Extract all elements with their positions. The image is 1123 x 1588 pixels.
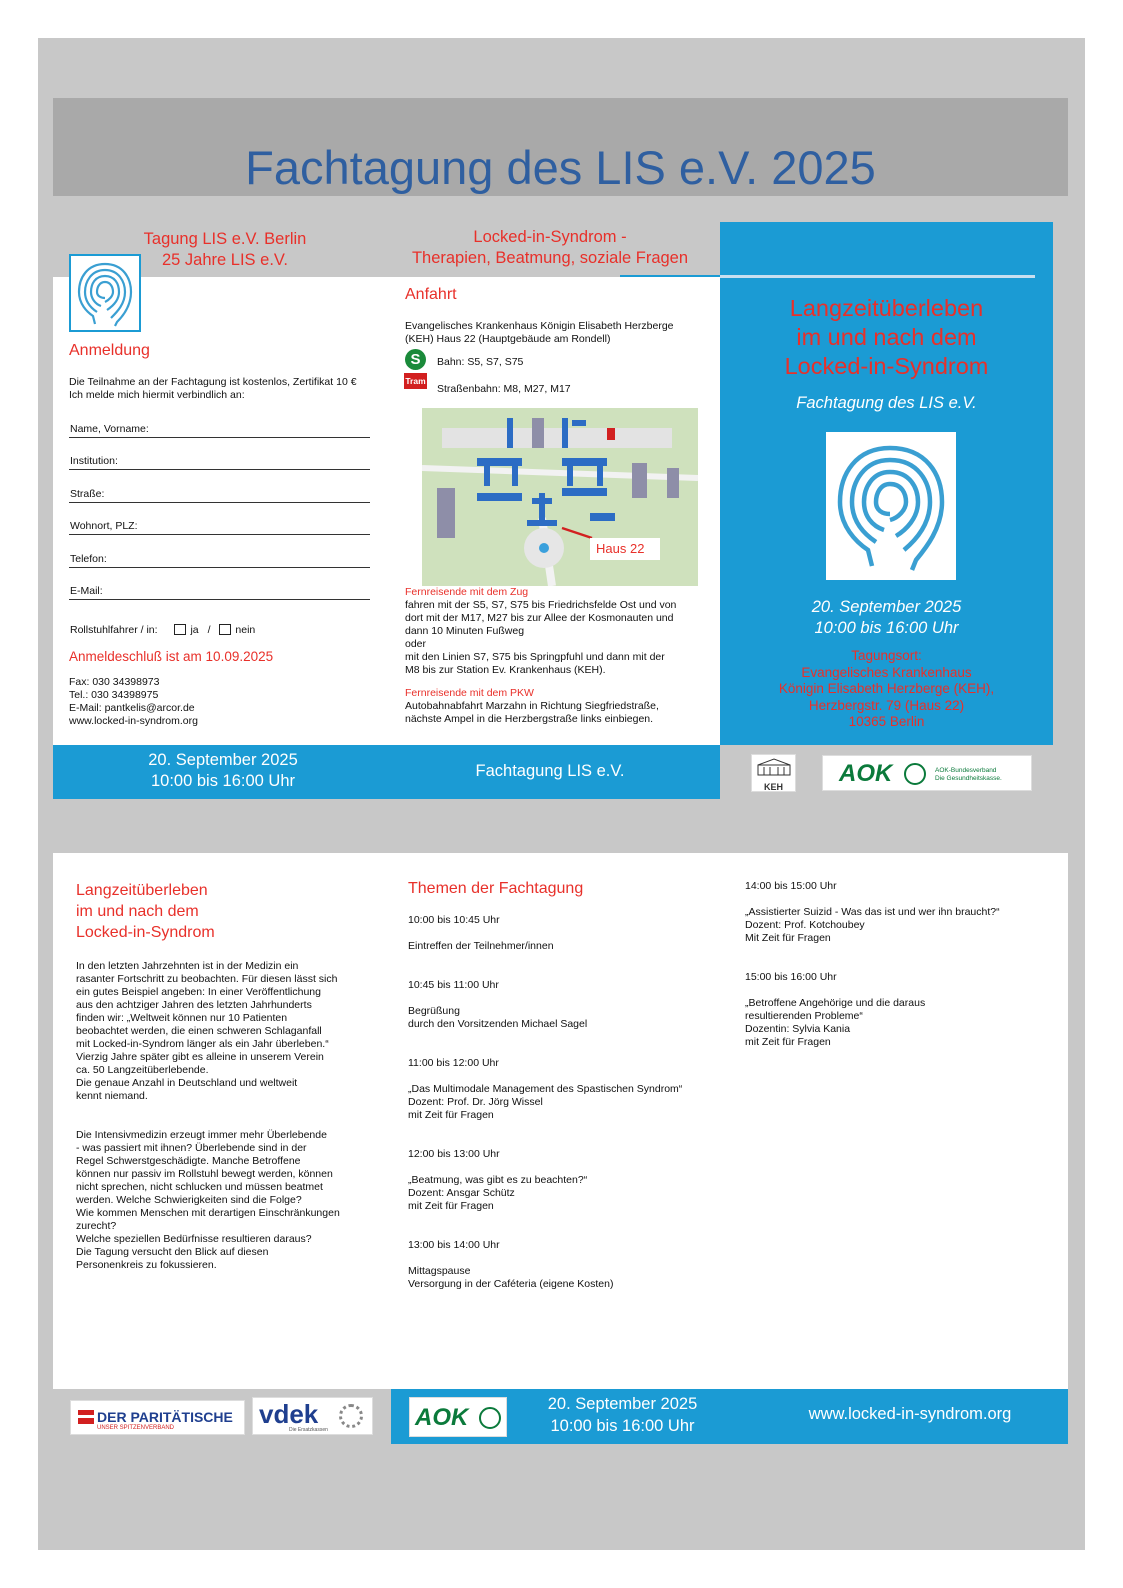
program-item: „Das Multimodale Management des Spastischen Syndrom“ Dozent: Prof. Dr. Jörg Wissel mit Zeit für Fragen [408, 1083, 683, 1121]
cover-venue: Tagungsort: Evangelisches Krankenhaus Königin Elisabeth Herzberge (KEH), Herzbergstr. 79 (Haus 22) 10365 Berlin [778, 648, 995, 729]
back-intro-para1: In den letzten Jahrzehnten ist in der Medizin ein rasanter Fortschritt zu beobachten. Für diesen lässt sich ein gutes Beispiel angeben: In einer Veröffentlichung aus den achtziger Jahren des letzten Jahrhunderts finden wir: „Weltweit können nur 10 Patienten beobachtet werden, die einen schweren Schlaganfall mit Locked-in-Syndrom länger als ein Jahr überleben.“ Vierzig Jahre später gibt es alleine in unserem Verein ca. 50 Langzeitüberlebende. Die genaue Anzahl in Deutschland und weltweit kennt niemand. [76, 960, 338, 1102]
program-item: Mittagspause Versorgung in der Caféteria (eigene Kosten) [408, 1265, 614, 1290]
field-label-street: Straße: [70, 488, 105, 500]
program-item: „Betroffene Angehörige und die daraus resultierenden Probleme“ Dozentin: Sylvia Kania mit Zeit für Fragen [745, 997, 926, 1048]
cover-datetime: 20. September 2025 10:00 bis 16:00 Uhr [811, 598, 962, 637]
lis-spiral-icon [71, 256, 139, 330]
paritaet-mark-stripe [78, 1415, 94, 1418]
sbahn-lines: Bahn: S5, S7, S75 [437, 356, 524, 368]
contact-block: Fax: 030 34398973 Tel.: 030 34398975 E-Mail: pantkelis@arcor.de www.locked-in-syndrom.org [69, 676, 198, 727]
keh-logo [751, 754, 796, 792]
program-time: 12:00 bis 13:00 Uhr [408, 1148, 500, 1160]
field-label-email: E-Mail: [70, 585, 103, 597]
tram-lines: Straßenbahn: M8, M27, M17 [437, 383, 571, 395]
sbahn-icon: S [405, 349, 426, 370]
field-label-institution: Institution: [70, 455, 118, 467]
cover-logo [826, 432, 956, 580]
field-label-phone: Telefon: [70, 553, 107, 565]
program-title: Themen der Fachtagung [408, 880, 584, 897]
paritaet-text: DER PARITÄTISCHE [97, 1409, 233, 1425]
paritaet-sub: UNSER SPITZENVERBAND [97, 1425, 175, 1431]
left-heading: Tagung LIS e.V. Berlin 25 Jahre LIS e.V. [143, 230, 307, 269]
website-link[interactable]: www.locked-in-syndrom.org [808, 1405, 1012, 1423]
cover-subtitle: Fachtagung des LIS e.V. [796, 394, 977, 412]
site-map [422, 408, 698, 586]
car-text: Autobahnabfahrt Marzahn in Richtung Siegfriedstraße, nächste Ampel in die Herzbergstraße links einbiegen. [405, 700, 659, 725]
page-title: Fachtagung des LIS e.V. 2025 [245, 141, 876, 194]
train-title: Fernreisende mit dem Zug [405, 586, 529, 598]
cover-title: Langzeitüberleben im und nach dem Locked-in-Syndrom [784, 295, 989, 379]
aok-text: AOK [415, 1404, 469, 1431]
car-title: Fernreisende mit dem PKW [405, 687, 534, 699]
yes-checkbox[interactable] [174, 624, 186, 635]
city-field[interactable] [69, 534, 370, 535]
deadline: Anmeldeschluß ist am 10.09.2025 [69, 649, 274, 664]
program-item: „Assistierter Suizid - Was das ist und wer ihn braucht?“ Dozent: Prof. Kotchoubey Mit Zeit für Fragen [745, 906, 1000, 944]
divider [720, 275, 1035, 278]
no-checkbox[interactable] [219, 624, 231, 635]
lis-spiral-icon [826, 432, 956, 580]
program-time: 10:00 bis 10:45 Uhr [408, 914, 500, 926]
institution-field[interactable] [69, 469, 370, 470]
aok-sub: AOK-Bundesverband Die Gesundheitskasse. [935, 767, 1002, 782]
front-footer-datetime: 20. September 2025 10:00 bis 16:00 Uhr [148, 751, 298, 790]
registration-intro: Die Teilnahme an der Fachtagung ist kostenlos, Zertifikat 10 € Ich melde mich hiermit verbindlich an: [69, 376, 357, 401]
separator: / [207, 624, 211, 636]
field-label-city: Wohnort, PLZ: [70, 520, 138, 532]
program-item: Eintreffen der Teilnehmer/innen [408, 940, 554, 952]
back-intro-title: Langzeitüberleben im und nach dem Locked-in-Syndrom [76, 882, 215, 941]
program-item: Begrüßung durch den Vorsitzenden Michael Sagel [408, 1005, 588, 1030]
tram-icon: Tram [404, 373, 427, 389]
field-label-name: Name, Vorname: [70, 423, 149, 435]
campus-map-image [422, 408, 698, 586]
wheelchair-label: Rollstuhlfahrer / in: [70, 624, 158, 636]
map-house-label: Haus 22 [596, 541, 645, 556]
no-label: nein [235, 624, 256, 636]
yes-label: ja [190, 624, 199, 636]
front-footer-label: Fachtagung LIS e.V. [475, 762, 625, 780]
back-intro-para2: Die Intensivmedizin erzeugt immer mehr Überlebende - was passiert mit ihnen? Überlebende sind in der Regel Schwerstgeschädigte. Manche Betroffene können nur passiv im Rollstuhl bewegt werden, können nicht sprechen, nicht schlucken und müssen beatmet werden. Welche Schwierigkeiten sind die Folge? Wie kommen Menschen mit derartigen Einschränkungen zurecht? Welche speziellen Bedürfnisse resultieren daraus? Die Tagung versucht den Blick auf diesen Personenkreis zu fokussieren. [76, 1129, 340, 1271]
wheelchair-row [70, 624, 255, 636]
back-footer-datetime: 20. September 2025 10:00 bis 16:00 Uhr [547, 1395, 698, 1435]
street-field[interactable] [69, 502, 370, 503]
aok-logo [822, 755, 1032, 791]
name-field[interactable] [69, 437, 370, 438]
aok-tree-icon [904, 763, 926, 785]
building-icon [754, 757, 794, 777]
train-text: fahren mit der S5, S7, S75 bis Friedrichsfelde Ost und von dort mit der M17, M27 bis zur Allee der Kosmonauten und dann 10 Minuten Fußweg oder mit den Linien S7, S75 bis Springpfuhl und dann mit der M8 bis zur Station Ev. Krankenhaus (KEH). [405, 599, 677, 676]
directions-title: Anfahrt [405, 286, 457, 303]
divider [620, 275, 720, 277]
program-time: 10:45 bis 11:00 Uhr [408, 979, 499, 991]
program-time: 14:00 bis 15:00 Uhr [745, 880, 837, 892]
aok-text: AOK [839, 760, 893, 787]
program-item: „Beatmung, was gibt es zu beachten?“ Dozent: Ansgar Schütz mit Zeit für Fragen [408, 1174, 588, 1212]
vdek-text: vdek [259, 1399, 319, 1429]
keh-text: KEH [763, 782, 783, 792]
vdek-logo [252, 1397, 373, 1435]
aok-tree-icon [479, 1407, 501, 1429]
vdek-dots-icon [339, 1404, 363, 1428]
vdek-sub: Die Ersatzkassen [289, 1427, 328, 1433]
paritaet-logo [70, 1400, 245, 1435]
program-time: 15:00 bis 16:00 Uhr [745, 971, 837, 983]
mid-heading: Locked-in-Syndrom - Therapien, Beatmung, soziale Fragen [411, 228, 689, 267]
lis-logo [69, 254, 141, 332]
aok-logo-back [409, 1397, 507, 1437]
registration-title: Anmeldung [69, 342, 150, 359]
program-time: 11:00 bis 12:00 Uhr [408, 1057, 499, 1069]
program-time: 13:00 bis 14:00 Uhr [408, 1239, 500, 1251]
phone-field[interactable] [69, 567, 370, 568]
email-field[interactable] [69, 599, 370, 600]
directions-address: Evangelisches Krankenhaus Königin Elisabeth Herzberge (KEH) Haus 22 (Hauptgebäude am Rondell) [405, 320, 674, 345]
